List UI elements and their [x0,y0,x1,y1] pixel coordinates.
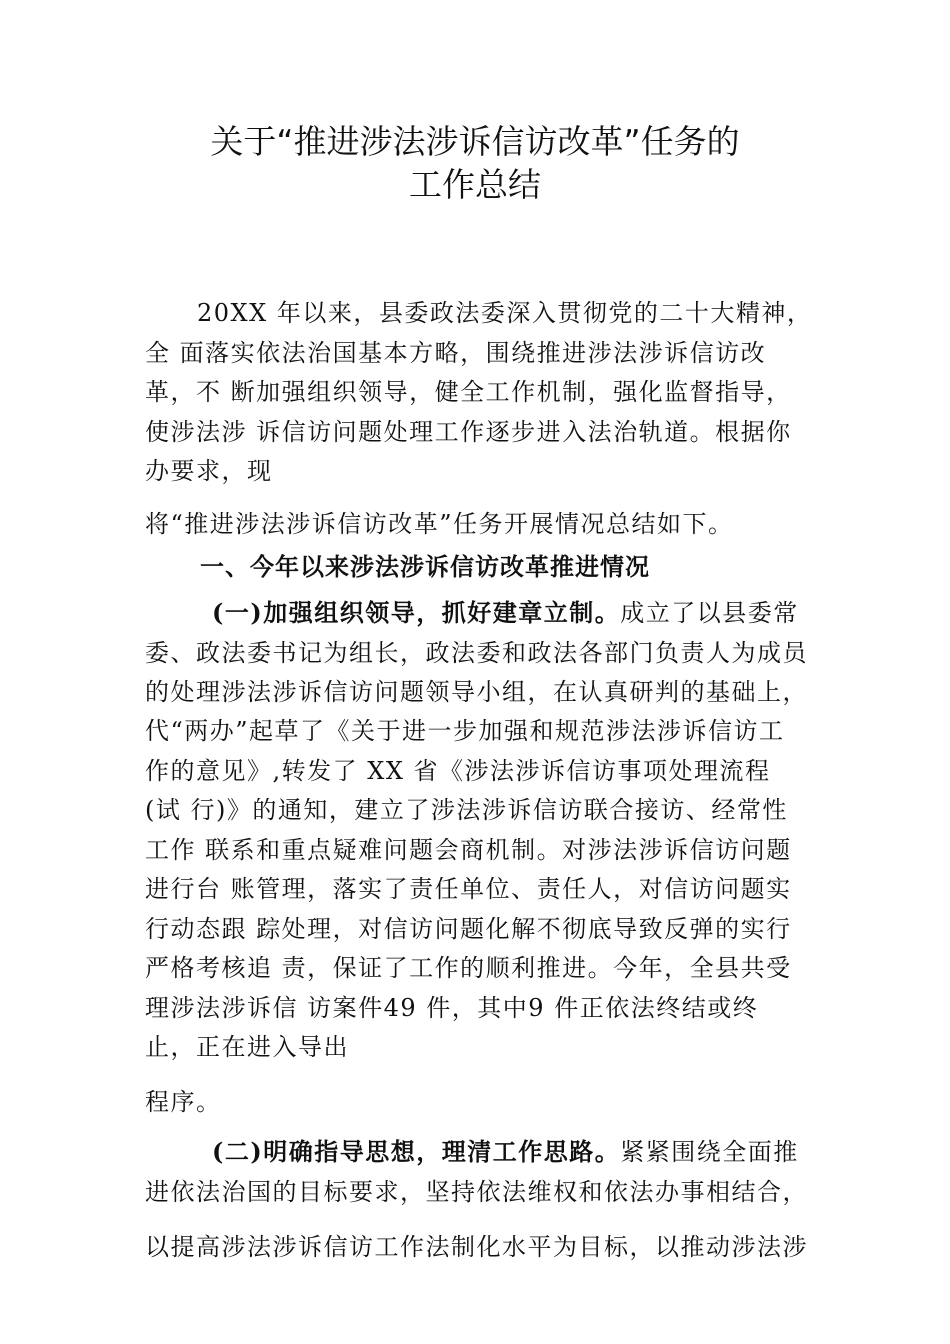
para2-lead: (二)明确指导思想，理清工作思路。 [212,1137,621,1166]
document-title-line-1: 关于“推进涉法涉诉信访改革”任务的 [210,122,740,161]
para2-line: 以提高涉法涉诉信访工作法制化水平为目标，以推动涉法涉 [145,1233,808,1261]
intro-line: 将“推进涉法涉诉信访改革”任务开展情况总结如下。 [145,510,734,538]
para1-line: 行动态跟 踪处理，对信访问题化解不彻底导致反弹的实行 [145,915,792,943]
para2-line: 进依法治国的目标要求，坚持依法维权和依法办事相结合， [145,1178,808,1206]
section-heading: 一、今年以来涉法涉诉信访改革推进情况 [200,553,650,581]
intro-line: 办要求，现 [145,457,273,485]
intro-line: 革，不 断加强组织领导，健全工作机制，强化监督指导， [145,378,792,406]
para1-line: 的处理涉法涉诉信访问题领导小组，在认真研判的基础上， [145,678,808,706]
document-title-line-2: 工作总结 [409,165,541,204]
para1-line: 作的意见》,转发了 XX 省《涉法涉诉信访事项处理流程 [145,757,771,785]
intro-line: 全 面落实依法治国基本方略，围绕推进涉法涉诉信访改 [145,339,767,367]
intro-line: 使涉法涉 诉信访问题处理工作逐步进入法治轨道。根据你 [145,418,792,446]
para1-line: 程序。 [145,1088,222,1116]
para1-first-line [212,598,799,628]
para1-line: 止，正在进入导出 [145,1033,349,1061]
para1-line: 委、政法委书记为组长，政法委和政法各部门负责人为成员 [145,639,808,667]
intro-line: 20XX 年以来，县委政法委深入贯彻党的二十大精神， [197,299,813,327]
para1-line: 代“两办”起草了《关于进一步加强和规范涉法涉诉信访工 [145,717,785,745]
para1-lead: (一)加强组织领导，抓好建章立制。 [212,598,621,627]
para1-line: 严格考核追 责，保证了工作的顺利推进。今年，全县共受 [145,954,792,982]
para1-line: 工作 联系和重点疑难问题会商机制。对涉法涉诉信访问题 [145,836,792,864]
para2-first-line [212,1137,799,1167]
para1-line: 进行台 账管理，落实了责任单位、责任人，对信访问题实 [145,875,792,903]
para1-line: 理涉法涉诉信 访案件49 件，其中9 件正依法终结或终 [145,994,759,1022]
para2-first-rest: 紧紧围绕全面推 [620,1138,799,1166]
para1-first-rest: 成立了以县委常 [620,599,799,627]
para1-line: (试 行)》的通知，建立了涉法涉诉信访联合接访、经常性 [145,796,788,824]
